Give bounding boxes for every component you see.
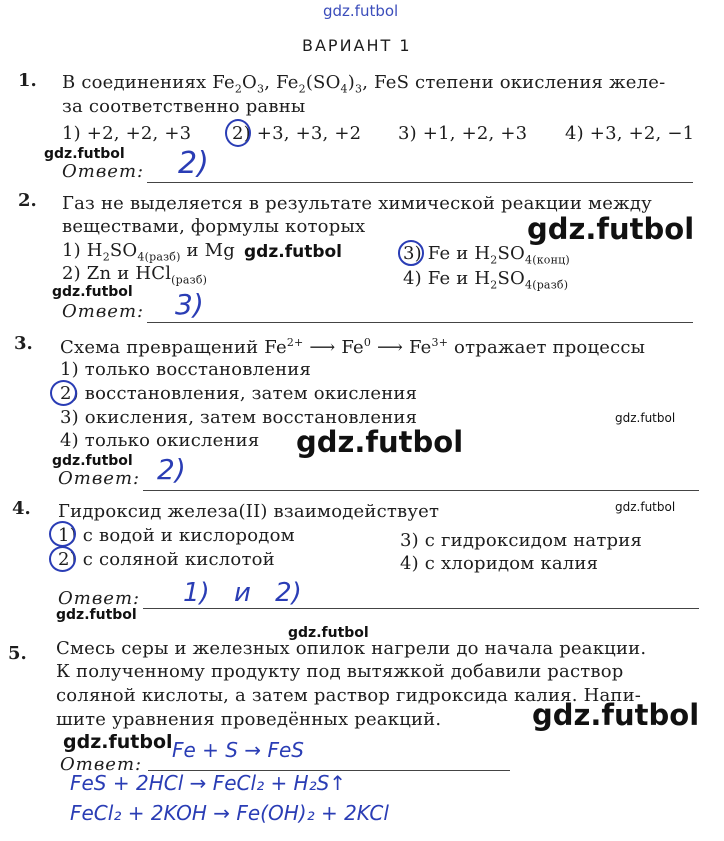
question-3-text: Схема превращений $Fe^{2+}$ ⟶ Fe$^0$ ⟶ $Fe^{3+}$ отражает процессы bbox=[60, 336, 646, 358]
question-5-text-line4: шите уравнения проведённых реакций. bbox=[56, 709, 442, 730]
watermark: gdz.futbol bbox=[288, 625, 369, 641]
q1-option-2: 2) +3, +3, +2 bbox=[232, 123, 362, 144]
q3-answer-label: Ответ: bbox=[58, 468, 141, 489]
variant-title: ВАРИАНТ 1 bbox=[302, 36, 412, 55]
watermark: gdz.futbol bbox=[615, 411, 676, 425]
q3-option-3: 3) окисления, затем восстановления bbox=[60, 407, 418, 428]
q4-answer-label: Ответ: bbox=[58, 588, 141, 609]
q1-answer-line bbox=[147, 182, 693, 183]
q4-option-4: 4) с хлоридом калия bbox=[400, 553, 599, 574]
watermark: gdz.futbol bbox=[44, 146, 125, 162]
q5-equation-3: FeCl₂ + 2KOH → Fe(OH)₂ + 2KCl bbox=[70, 801, 389, 825]
question-5-number: 5. bbox=[8, 643, 27, 664]
q3-option-4: 4) только окисления bbox=[60, 430, 260, 451]
q3-circle-mark bbox=[50, 380, 77, 406]
q2-circle-mark bbox=[398, 240, 424, 266]
question-4-number: 4. bbox=[12, 498, 31, 519]
watermark: gdz.futbol bbox=[244, 242, 342, 262]
question-1-text-line2: за соответственно равны bbox=[62, 96, 306, 117]
q5-equation-1: Fe + S → FeS bbox=[172, 738, 304, 762]
watermark: gdz.futbol bbox=[527, 212, 695, 246]
watermark: gdz.futbol bbox=[52, 284, 133, 300]
q5-answer-label: Ответ: bbox=[60, 754, 143, 775]
watermark: gdz.futbol bbox=[63, 731, 173, 753]
question-5-text-line1: Смесь серы и железных опилок нагрели до начала реакции. bbox=[56, 638, 647, 659]
question-1-number: 1. bbox=[18, 70, 37, 91]
q2-option-3: 3) Fe и $H_2SO_{4(конц)}$ bbox=[403, 243, 570, 267]
q2-option-4: 4) Fe и $H_2SO_{4(разб)}$ bbox=[403, 268, 569, 292]
q2-option-1: 1) $H_2SO_{4(разб)}$ и Mg bbox=[62, 240, 236, 264]
question-1-text: В соединениях $Fe_2O_3$, $Fe_2(SO_4)_3$, FeS степени окисления желе- bbox=[62, 72, 666, 96]
question-3-number: 3. bbox=[14, 333, 33, 354]
q4-option-1: 1) с водой и кислородом bbox=[58, 525, 295, 546]
watermark: gdz.futbol bbox=[296, 425, 464, 459]
q4-answer-line bbox=[143, 608, 699, 609]
q1-option-4: 4) +3, +2, −1 bbox=[565, 123, 695, 144]
q4-option-2: 2) с соляной кислотой bbox=[58, 549, 275, 570]
watermark: gdz.futbol bbox=[56, 607, 137, 623]
watermark: gdz.futbol bbox=[532, 698, 700, 732]
q4-handwritten-answer: 1) и 2) bbox=[183, 578, 302, 608]
question-2-number: 2. bbox=[18, 190, 37, 211]
q2-answer-line bbox=[147, 322, 693, 323]
q3-handwritten-answer: 2) bbox=[157, 453, 186, 486]
watermark: gdz.futbol bbox=[52, 453, 133, 469]
q4-circle-mark-2 bbox=[49, 546, 76, 572]
q1-handwritten-answer: 2) bbox=[178, 146, 209, 181]
question-2-text: Газ не выделяется в результате химической реакции между bbox=[62, 193, 652, 214]
q3-option-2: 2) восстановления, затем окисления bbox=[60, 383, 418, 404]
q1-answer-label: Ответ: bbox=[62, 161, 145, 182]
q2-handwritten-answer: 3) bbox=[175, 288, 204, 321]
q2-answer-label: Ответ: bbox=[62, 301, 145, 322]
q1-option-3: 3) +1, +2, +3 bbox=[398, 123, 528, 144]
q3-option-1: 1) только восстановления bbox=[60, 359, 312, 380]
q5-equation-2: FeS + 2HCl → FeCl₂ + H₂S↑ bbox=[70, 771, 347, 795]
q1-option-1: 1) +2, +2, +3 bbox=[62, 123, 192, 144]
q3-answer-line bbox=[143, 490, 699, 491]
question-5-text-line2: К полученному продукту под вытяжкой добавили раствор bbox=[56, 661, 624, 682]
question-4-text: Гидроксид железа(II) взаимодействует bbox=[58, 501, 440, 522]
q4-option-3: 3) с гидроксидом натрия bbox=[400, 530, 643, 551]
question-2-text-line2: веществами, формулы которых bbox=[62, 216, 366, 237]
q4-circle-mark-1 bbox=[49, 521, 76, 547]
q1-circle-mark bbox=[225, 119, 251, 147]
q2-option-2: 2) Zn и HCl$_{(разб)}$ bbox=[62, 263, 208, 287]
question-5-text-line3: соляной кислоты, а затем раствор гидроксида калия. Напи- bbox=[56, 685, 642, 706]
watermark-top: gdz.futbol bbox=[323, 2, 399, 20]
watermark: gdz.futbol bbox=[615, 500, 676, 514]
